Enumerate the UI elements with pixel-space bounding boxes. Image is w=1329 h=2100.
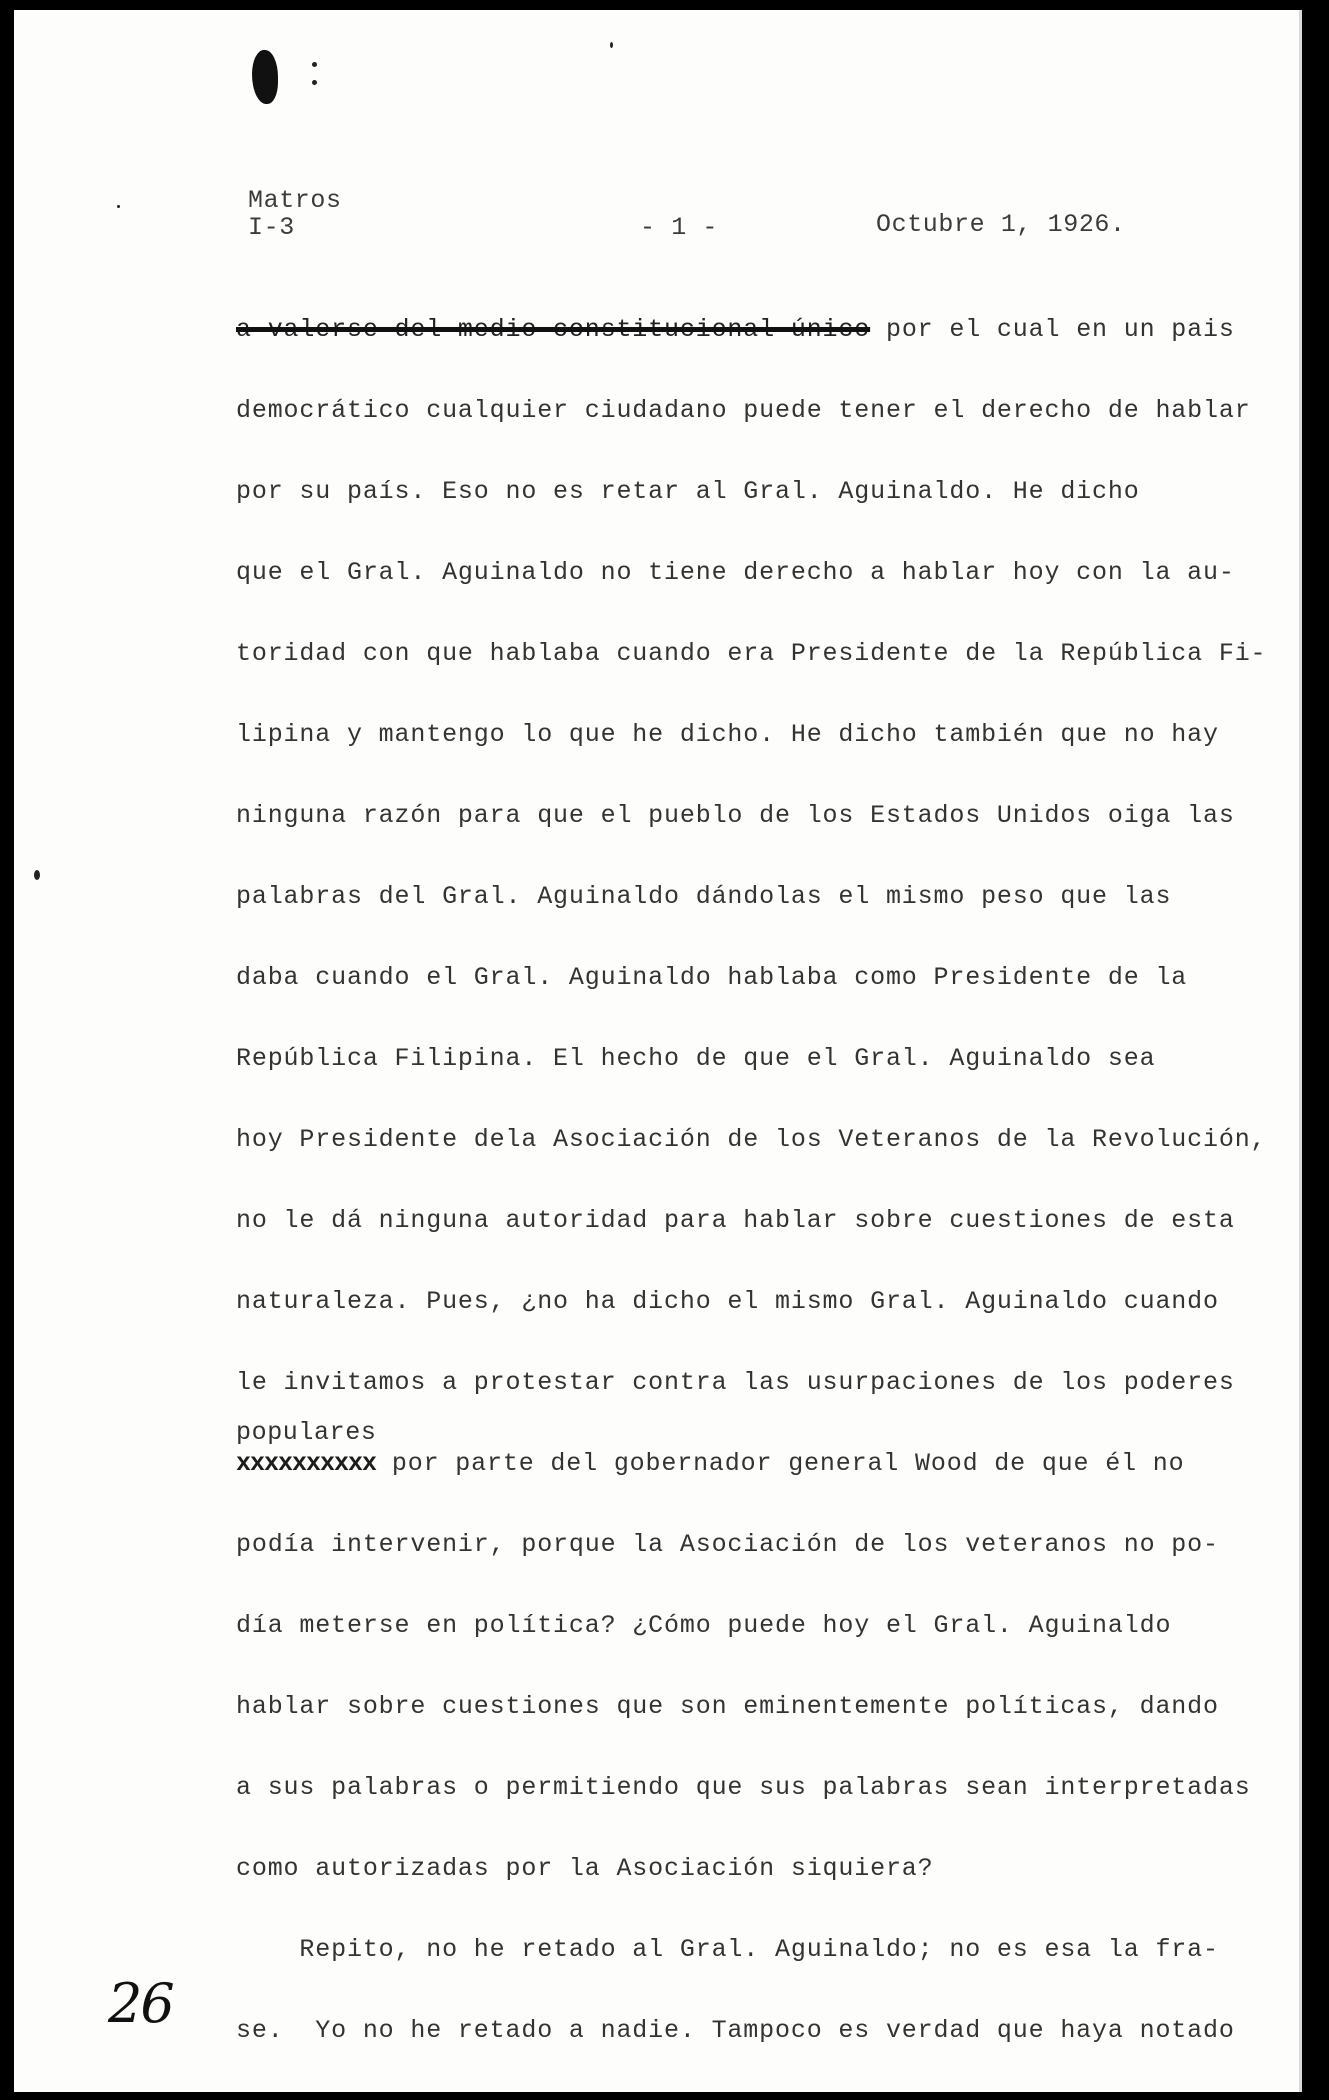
typed-insertion: populares [236, 1418, 377, 1447]
ink-speck [312, 62, 317, 67]
page-number: - 1 - [640, 213, 719, 242]
body-line [236, 315, 1235, 344]
body-line [236, 1449, 1185, 1478]
xed-out-word: xxxxxxxxxx [236, 1449, 377, 1478]
body-line: naturaleza. Pues, ¿no ha dicho el mismo Gral. Aguinaldo cuando [236, 1287, 1219, 1316]
document-date: Octubre 1, 1926. [876, 210, 1126, 239]
ink-speck [610, 42, 613, 48]
body-line: podía intervenir, porque la Asociación de los veteranos no po- [236, 1530, 1219, 1559]
handwritten-page-mark: 26 [108, 1972, 173, 2035]
line-text: por el cual en un pais [870, 315, 1235, 344]
ink-speck [312, 80, 317, 85]
body-line: como autorizadas por la Asociación siquiera? [236, 1854, 934, 1883]
body-line: que el Gral. Aguinaldo no tiene derecho a hablar hoy con la au- [236, 558, 1235, 587]
ink-speck [117, 205, 120, 208]
ink-blot [252, 50, 278, 104]
body-line: le invitamos a protestar contra las usurpaciones de los poderes [236, 1368, 1235, 1397]
body-line: se. Yo no he retado a nadie. Tampoco es verdad que haya notado [236, 2016, 1235, 2045]
author-label: Matros [248, 186, 342, 215]
body-line: lipina y mantengo lo que he dicho. He dicho también que no hay [236, 720, 1219, 749]
ink-speck [34, 870, 40, 880]
body-line: por su país. Eso no es retar al Gral. Aguinaldo. He dicho [236, 477, 1140, 506]
body-line: democrático cualquier ciudadano puede tener el derecho de hablar [236, 396, 1251, 425]
body-line: daba cuando el Gral. Aguinaldo hablaba como Presidente de la [236, 963, 1188, 992]
body-line: Repito, no he retado al Gral. Aguinaldo; no es esa la fra- [236, 1935, 1219, 1964]
struck-through-text: a valerse del medio constitucional único [236, 315, 871, 344]
file-reference: I-3 [248, 213, 295, 242]
body-line: ninguna razón para que el pueblo de los Estados Unidos oiga las [236, 801, 1235, 830]
body-line: hablar sobre cuestiones que son eminentemente políticas, dando [236, 1692, 1219, 1721]
body-line: toridad con que hablaba cuando era Presidente de la República Fi- [236, 639, 1267, 668]
body-line: hoy Presidente dela Asociación de los Veteranos de la Revolución, [236, 1125, 1267, 1154]
body-line: no le dá ninguna autoridad para hablar sobre cuestiones de esta [236, 1206, 1235, 1235]
body-line: República Filipina. El hecho de que el Gral. Aguinaldo sea [236, 1044, 1156, 1073]
body-line: a sus palabras o permitiendo que sus palabras sean interpretadas [236, 1773, 1251, 1802]
page-edge [1299, 10, 1302, 2092]
body-line: día meterse en política? ¿Cómo puede hoy el Gral. Aguinaldo [236, 1611, 1172, 1640]
body-line: palabras del Gral. Aguinaldo dándolas el mismo peso que las [236, 882, 1172, 911]
line-text: por parte del gobernador general Wood de que él no [376, 1449, 1185, 1478]
